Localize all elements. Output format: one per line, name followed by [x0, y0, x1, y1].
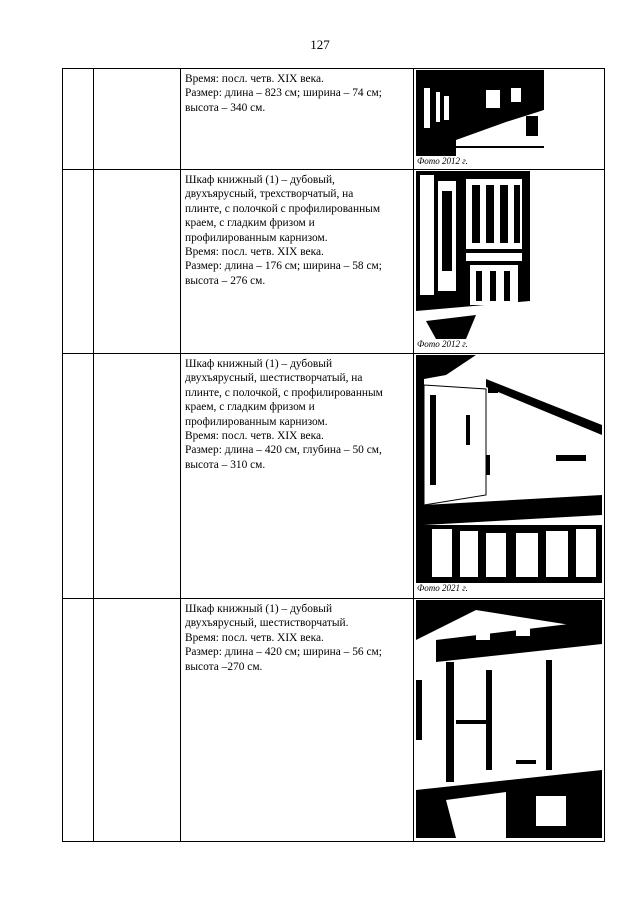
- description-cell: [181, 170, 414, 354]
- photo-caption: Фото 2012 г.: [417, 156, 468, 166]
- description-line: плинте, с полочкой с профилированным: [185, 202, 381, 215]
- description-line: двухъярусный, трехстворчатый, на: [185, 188, 354, 201]
- description-line: высота – 340 см.: [185, 101, 266, 114]
- photo-caption: Фото 2012 г.: [417, 339, 468, 349]
- description-line: двухъярусный, шестистворчатый.: [185, 617, 349, 630]
- description-line: Размер: длина – 823 см; ширина – 74 см;: [185, 87, 382, 100]
- description-line: профилированным карнизом.: [185, 231, 328, 244]
- photo-caption: Фото 2021 г.: [417, 583, 468, 593]
- table-row: [63, 354, 605, 599]
- description-line: краем, с гладким фризом и: [185, 217, 315, 230]
- description-cell: [181, 69, 414, 170]
- name-cell: [94, 599, 181, 842]
- photo-cabinet-3: [416, 355, 602, 583]
- photo-cell: [414, 69, 605, 170]
- description-line: высота –270 см.: [185, 660, 263, 673]
- photo-cell: [414, 170, 605, 354]
- description-line: Время: посл. четв. XIX века.: [185, 246, 324, 259]
- number-cell: [63, 599, 94, 842]
- photo-cabinet-1: [416, 70, 544, 156]
- description-line: Шкаф книжный (1) – дубовый: [185, 603, 333, 615]
- photo-cell: [414, 354, 605, 599]
- table-row: [63, 69, 605, 170]
- description-cell: [181, 354, 414, 599]
- number-cell: [63, 170, 94, 354]
- photo-cell: [414, 599, 605, 842]
- table-row: [63, 599, 605, 842]
- photo-cabinet-4: [416, 600, 602, 838]
- description-line: высота – 310 см.: [185, 458, 266, 471]
- description-line: Шкаф книжный (1) – дубовый,: [185, 174, 335, 186]
- description-line: Размер: длина – 420 см; ширина – 56 см;: [185, 646, 382, 659]
- inventory-table: [62, 68, 605, 842]
- number-cell: [63, 69, 94, 170]
- page-number: 127: [310, 37, 330, 52]
- description-line: Время: посл. четв. XIX века.: [185, 73, 324, 85]
- name-cell: [94, 69, 181, 170]
- description-line: Время: посл. четв. XIX века.: [185, 430, 324, 443]
- name-cell: [94, 354, 181, 599]
- name-cell: [94, 170, 181, 354]
- number-cell: [63, 354, 94, 599]
- description-line: Размер: длина – 176 см; ширина – 58 см;: [185, 260, 382, 273]
- table-row: [63, 170, 605, 354]
- photo-cabinet-2: [416, 171, 530, 339]
- description-line: Время: посл. четв. XIX века.: [185, 631, 324, 644]
- description-cell: [181, 599, 414, 842]
- description-line: профилированным карнизом.: [185, 415, 328, 428]
- description-line: плинте, с полочкой, с профилированным: [185, 386, 383, 399]
- description-line: краем, с гладким фризом и: [185, 401, 315, 414]
- description-line: Размер: длина – 420 см, глубина – 50 см,: [185, 444, 382, 457]
- description-line: двухъярусный, шестистворчатый, на: [185, 372, 363, 385]
- description-line: Шкаф книжный (1) – дубовый: [185, 358, 333, 370]
- description-line: высота – 276 см.: [185, 274, 266, 287]
